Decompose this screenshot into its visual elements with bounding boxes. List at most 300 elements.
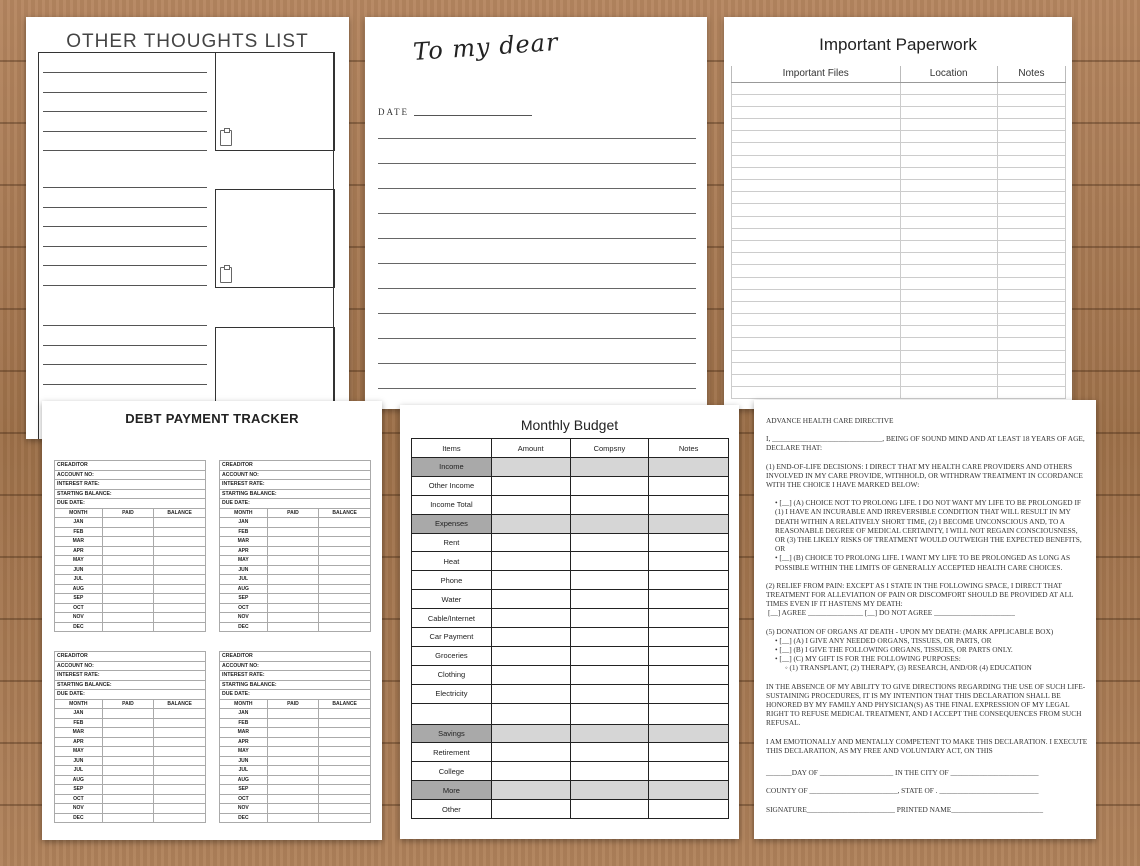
thoughts-lines-2: [43, 187, 207, 304]
budget-row: [412, 684, 729, 703]
table-row: [732, 375, 1066, 387]
debt-month-row: [220, 575, 371, 585]
debt-month-row: [220, 709, 371, 719]
debt-cell: [154, 775, 206, 785]
budget-cell: [649, 665, 729, 684]
budget-cell: [491, 762, 570, 781]
budget-row: [412, 762, 729, 781]
debt-column-header: MONTH: [220, 508, 268, 518]
debt-column-header: MONTH: [55, 508, 103, 518]
debt-cell: [154, 756, 206, 766]
table-cell: [997, 387, 1065, 399]
table-cell: [732, 167, 901, 179]
debt-cell: [319, 546, 371, 556]
budget-item-label: Water: [412, 590, 492, 609]
table-cell: [732, 216, 901, 228]
debt-cell: [319, 622, 371, 632]
debt-cell: [319, 813, 371, 823]
debt-cell: [154, 813, 206, 823]
debt-cell: [267, 728, 319, 738]
debt-month-row: [220, 603, 371, 613]
clipboard-icon: [220, 267, 232, 283]
budget-cell: [570, 458, 649, 477]
debt-info-row: [220, 652, 371, 662]
debt-field-label: INTEREST RATE:: [55, 671, 206, 681]
table-row: [732, 216, 1066, 228]
month-label: MAY: [220, 747, 268, 757]
budget-table: [411, 438, 729, 819]
debt-cell: [102, 785, 154, 795]
writing-line: [378, 363, 696, 364]
table-cell: [997, 216, 1065, 228]
month-label: AUG: [55, 584, 103, 594]
budget-row: [412, 458, 729, 477]
budget-cell: [649, 533, 729, 552]
table-row: [732, 192, 1066, 204]
directive-choice-b: • [__] (B) CHOICE TO PROLONG LIFE. I WANT MY LIFE TO BE PROLONGED AS LONG AS POSSIBLE WITHIN THE LIMITS OF GENERALLY ACCEPTED HEALTH CARE CHOICES.: [775, 553, 1071, 572]
directive-day-line: _______DAY OF ____________________ IN THE CITY OF ________________________: [766, 768, 1039, 778]
budget-cell: [491, 552, 570, 571]
table-row: [732, 82, 1066, 94]
table-row: [732, 119, 1066, 131]
table-cell: [900, 265, 997, 277]
budget-row: [412, 476, 729, 495]
writing-line: [378, 288, 696, 289]
table-row: [732, 94, 1066, 106]
table-cell: [900, 240, 997, 252]
budget-cell: [649, 743, 729, 762]
debt-cell: [102, 565, 154, 575]
debt-field-label: CREADITOR: [55, 652, 206, 662]
table-cell: [732, 119, 901, 131]
budget-item-label: Electricity: [412, 684, 492, 703]
debt-cell: [267, 527, 319, 537]
budget-cell: [649, 762, 729, 781]
col-items: Items: [412, 439, 492, 458]
month-label: FEB: [220, 718, 268, 728]
budget-row: [412, 724, 729, 743]
month-label: DEC: [220, 813, 268, 823]
debt-card-table: [54, 460, 206, 632]
budget-cell: [491, 724, 570, 743]
month-label: APR: [55, 737, 103, 747]
budget-cell: [491, 684, 570, 703]
debt-info-row: [220, 661, 371, 671]
debt-title: DEBT PAYMENT TRACKER: [125, 411, 299, 426]
thoughts-box-2: [215, 189, 335, 288]
debt-info-row: [220, 680, 371, 690]
debt-cell: [267, 613, 319, 623]
table-cell: [997, 265, 1065, 277]
table-cell: [997, 119, 1065, 131]
debt-field-label: STARTING BALANCE:: [55, 489, 206, 499]
debt-cell: [154, 794, 206, 804]
month-label: JAN: [220, 709, 268, 719]
debt-cell: [102, 813, 154, 823]
debt-cell: [319, 556, 371, 566]
debt-month-row: [55, 584, 206, 594]
debt-cell: [154, 737, 206, 747]
month-label: JUN: [55, 565, 103, 575]
debt-cell: [267, 603, 319, 613]
budget-item-label: Other Income: [412, 476, 492, 495]
debt-field-label: CREADITOR: [220, 652, 371, 662]
month-label: JUN: [55, 756, 103, 766]
debt-cell: [267, 565, 319, 575]
debt-info-row: [55, 690, 206, 700]
debt-cell: [154, 747, 206, 757]
table-cell: [900, 180, 997, 192]
month-label: JAN: [220, 518, 268, 528]
debt-cell: [154, 527, 206, 537]
debt-cell: [154, 565, 206, 575]
debt-cell: [319, 537, 371, 547]
debt-month-row: [220, 718, 371, 728]
debt-header-row: [55, 508, 206, 518]
month-label: OCT: [55, 794, 103, 804]
debt-cell: [267, 537, 319, 547]
directive-county-line: COUNTY OF ________________________, STATE OF . ___________________________: [766, 786, 1039, 796]
budget-cell: [491, 646, 570, 665]
col-company: Compsny: [570, 439, 649, 458]
debt-column-header: BALANCE: [319, 508, 371, 518]
budget-cell: [649, 684, 729, 703]
budget-cell: [649, 724, 729, 743]
debt-cell: [319, 728, 371, 738]
debt-field-label: CREADITOR: [220, 461, 371, 471]
debt-cell: [267, 766, 319, 776]
month-label: OCT: [220, 794, 268, 804]
table-cell: [997, 289, 1065, 301]
debt-cell: [319, 718, 371, 728]
budget-cell: [491, 590, 570, 609]
debt-month-row: [220, 766, 371, 776]
debt-card-4: [219, 651, 371, 823]
directive-organs-b: • [__] (B) I GIVE THE FOLLOWING ORGANS, TISSUES, OR PARTS ONLY.: [775, 645, 1013, 655]
debt-cell: [319, 603, 371, 613]
thoughts-box-1: [215, 52, 335, 151]
table-cell: [732, 375, 901, 387]
debt-cell: [102, 537, 154, 547]
table-cell: [997, 350, 1065, 362]
table-row: [732, 387, 1066, 399]
budget-item-label: Retirement: [412, 743, 492, 762]
debt-month-row: [220, 613, 371, 623]
debt-cell: [102, 737, 154, 747]
table-cell: [732, 143, 901, 155]
table-cell: [900, 204, 997, 216]
budget-item-label: More: [412, 781, 492, 800]
month-label: JAN: [55, 709, 103, 719]
budget-cell: [570, 514, 649, 533]
debt-month-row: [55, 794, 206, 804]
budget-row: [412, 781, 729, 800]
month-label: JUL: [55, 766, 103, 776]
directive-choice-a: • [__] (A) CHOICE NOT TO PROLONG LIFE. I DO NOT WANT MY LIFE TO BE PROLONGED IF (1) I HAVE AN INCURABLE AND IRREVERSIBLE CONDITION THAT WILL RESULT IN MY DEATH WITHIN A RELATIVELY SHORT TIME, (2) I BECOME UNCONSCIOUS AND, TO A REASONABLE DEGREE OF MEDICAL CERTAINTY, I WILL NOT REGAIN CONSCIOUSNESS, OR (3) THE LIKELY RISKS OF TREATMENT WOULD OUTWEIGH THE EXPECTED BENEFITS, OR: [775, 498, 1082, 554]
table-cell: [732, 289, 901, 301]
debt-column-header: PAID: [267, 508, 319, 518]
debt-cell: [267, 709, 319, 719]
debt-month-row: [220, 785, 371, 795]
table-row: [732, 301, 1066, 313]
debt-column-header: BALANCE: [154, 699, 206, 709]
debt-month-row: [55, 709, 206, 719]
budget-cell: [570, 800, 649, 819]
debt-info-row: [220, 470, 371, 480]
debt-month-row: [55, 556, 206, 566]
debt-month-row: [220, 556, 371, 566]
debt-cell: [154, 785, 206, 795]
table-cell: [732, 362, 901, 374]
table-row: [732, 350, 1066, 362]
debt-cell: [319, 794, 371, 804]
table-cell: [997, 228, 1065, 240]
debt-info-row: [55, 652, 206, 662]
debt-cell: [154, 584, 206, 594]
table-row: [732, 204, 1066, 216]
debt-field-label: DUE DATE:: [55, 690, 206, 700]
debt-month-row: [55, 785, 206, 795]
table-cell: [997, 240, 1065, 252]
table-row: [732, 326, 1066, 338]
debt-column-header: BALANCE: [319, 699, 371, 709]
debt-cell: [267, 584, 319, 594]
debt-cell: [267, 775, 319, 785]
debt-field-label: DUE DATE:: [220, 690, 371, 700]
month-label: NOV: [220, 613, 268, 623]
debt-cell: [102, 728, 154, 738]
debt-cell: [154, 622, 206, 632]
month-label: OCT: [220, 603, 268, 613]
month-label: SEP: [55, 785, 103, 795]
debt-cell: [319, 775, 371, 785]
budget-cell: [491, 458, 570, 477]
table-row: [732, 277, 1066, 289]
table-cell: [732, 253, 901, 265]
budget-row: [412, 495, 729, 514]
debt-cell: [319, 785, 371, 795]
budget-cell: [491, 665, 570, 684]
writing-line: [378, 263, 696, 264]
debt-cell: [319, 527, 371, 537]
debt-month-row: [55, 718, 206, 728]
directive-agree-line: [__] AGREE _______________ [__] DO NOT AGREE ______________________: [768, 608, 1015, 618]
table-cell: [732, 265, 901, 277]
debt-month-row: [55, 728, 206, 738]
table-cell: [997, 301, 1065, 313]
month-label: NOV: [55, 804, 103, 814]
debt-field-label: ACCOUNT NO:: [220, 661, 371, 671]
debt-column-header: PAID: [267, 699, 319, 709]
table-cell: [732, 240, 901, 252]
debt-field-label: CREADITOR: [55, 461, 206, 471]
table-row: [732, 362, 1066, 374]
date-label: DATE: [378, 107, 409, 117]
date-line: [414, 115, 532, 116]
debt-month-row: [55, 546, 206, 556]
directive-section-1: (1) END-OF-LIFE DECISIONS: I DIRECT THAT MY HEALTH CARE PROVIDERS AND OTHERS INVOLVED IN MY CARE PROVIDE, WITHHOLD, OR WITHDRAW TREATMENT IN CCORDANCE WITH THE CHOICE I HAVE MARKED BELOW:: [766, 461, 1083, 490]
table-cell: [997, 180, 1065, 192]
budget-cell: [491, 571, 570, 590]
table-row: [732, 143, 1066, 155]
debt-header-row: [55, 699, 206, 709]
table-cell: [732, 180, 901, 192]
writing-line: [378, 138, 696, 139]
paperwork-sheet: [724, 17, 1072, 409]
debt-header-row: [220, 699, 371, 709]
budget-cell: [570, 628, 649, 647]
debt-cell: [267, 747, 319, 757]
month-label: NOV: [220, 804, 268, 814]
table-cell: [732, 338, 901, 350]
debt-field-label: ACCOUNT NO:: [220, 470, 371, 480]
debt-cell: [267, 622, 319, 632]
budget-item-label: Income Total: [412, 495, 492, 514]
table-cell: [900, 277, 997, 289]
debt-info-row: [220, 489, 371, 499]
budget-cell: [491, 800, 570, 819]
table-cell: [732, 155, 901, 167]
debt-card-table: [219, 460, 371, 632]
budget-row: [412, 609, 729, 628]
budget-cell: [491, 628, 570, 647]
debt-month-row: [220, 775, 371, 785]
debt-cell: [102, 584, 154, 594]
debt-cell: [154, 728, 206, 738]
debt-cell: [102, 794, 154, 804]
debt-month-row: [55, 537, 206, 547]
month-label: AUG: [220, 584, 268, 594]
table-cell: [900, 155, 997, 167]
debt-field-label: INTEREST RATE:: [220, 671, 371, 681]
table-row: [732, 338, 1066, 350]
debt-info-row: [220, 461, 371, 471]
debt-field-label: INTEREST RATE:: [220, 480, 371, 490]
debt-field-label: ACCOUNT NO:: [55, 661, 206, 671]
table-cell: [732, 314, 901, 326]
debt-cell: [102, 594, 154, 604]
table-row: [732, 240, 1066, 252]
debt-month-row: [55, 565, 206, 575]
table-cell: [997, 131, 1065, 143]
budget-cell: [649, 552, 729, 571]
month-label: JUL: [220, 766, 268, 776]
budget-cell: [649, 458, 729, 477]
budget-cell: [570, 609, 649, 628]
debt-cell: [102, 546, 154, 556]
budget-cell: [649, 781, 729, 800]
month-label: FEB: [55, 527, 103, 537]
debt-cell: [154, 603, 206, 613]
debt-cell: [319, 575, 371, 585]
debt-cell: [319, 518, 371, 528]
table-row: [732, 180, 1066, 192]
table-cell: [997, 143, 1065, 155]
month-label: MAY: [220, 556, 268, 566]
writing-line: [378, 338, 696, 339]
budget-cell: [570, 495, 649, 514]
clipboard-icon: [220, 130, 232, 146]
debt-month-row: [55, 737, 206, 747]
debt-cell: [154, 518, 206, 528]
debt-field-label: STARTING BALANCE:: [220, 489, 371, 499]
debt-info-row: [55, 680, 206, 690]
budget-cell: [491, 781, 570, 800]
table-cell: [997, 253, 1065, 265]
debt-month-row: [220, 794, 371, 804]
table-cell: [997, 326, 1065, 338]
budget-cell: [570, 743, 649, 762]
budget-item-label: Car Payment: [412, 628, 492, 647]
debt-cell: [319, 584, 371, 594]
table-cell: [732, 204, 901, 216]
directive-purposes: ◦ (1) TRANSPLANT, (2) THERAPY, (3) RESEARCH, AND/OR (4) EDUCATION: [785, 663, 1032, 673]
debt-field-label: DUE DATE:: [220, 499, 371, 509]
debt-cell: [267, 718, 319, 728]
budget-cell: [649, 571, 729, 590]
table-cell: [732, 387, 901, 399]
debt-tracker-sheet: [42, 401, 382, 840]
table-row: [732, 289, 1066, 301]
budget-row: [412, 703, 729, 724]
health-directive-sheet: [754, 400, 1096, 839]
col-important-files: Important Files: [732, 66, 901, 82]
table-cell: [900, 338, 997, 350]
month-label: JUN: [220, 565, 268, 575]
budget-cell: [649, 703, 729, 724]
table-cell: [997, 277, 1065, 289]
budget-item-label: Rent: [412, 533, 492, 552]
month-label: SEP: [220, 594, 268, 604]
debt-cell: [102, 556, 154, 566]
budget-cell: [649, 590, 729, 609]
writing-line: [378, 188, 696, 189]
debt-cell: [319, 737, 371, 747]
month-label: MAY: [55, 747, 103, 757]
budget-row: [412, 590, 729, 609]
budget-row: [412, 628, 729, 647]
table-row: [732, 228, 1066, 240]
month-label: JUN: [220, 756, 268, 766]
debt-cell: [267, 785, 319, 795]
letter-sheet: [365, 17, 707, 409]
debt-month-row: [220, 537, 371, 547]
budget-row: [412, 552, 729, 571]
debt-field-label: INTEREST RATE:: [55, 480, 206, 490]
table-cell: [997, 192, 1065, 204]
debt-cell: [267, 804, 319, 814]
budget-item-label: Cable/Internet: [412, 609, 492, 628]
budget-row: [412, 533, 729, 552]
debt-card-2: [219, 460, 371, 632]
table-cell: [900, 362, 997, 374]
debt-cell: [154, 537, 206, 547]
debt-month-row: [55, 518, 206, 528]
month-label: APR: [220, 546, 268, 556]
budget-cell: [491, 495, 570, 514]
debt-column-header: MONTH: [55, 699, 103, 709]
debt-cell: [267, 575, 319, 585]
table-cell: [997, 155, 1065, 167]
table-row: [732, 106, 1066, 118]
budget-row: [412, 743, 729, 762]
budget-item-label: Clothing: [412, 665, 492, 684]
budget-row: [412, 800, 729, 819]
debt-month-row: [220, 594, 371, 604]
debt-cell: [102, 804, 154, 814]
debt-month-row: [220, 756, 371, 766]
month-label: DEC: [220, 622, 268, 632]
